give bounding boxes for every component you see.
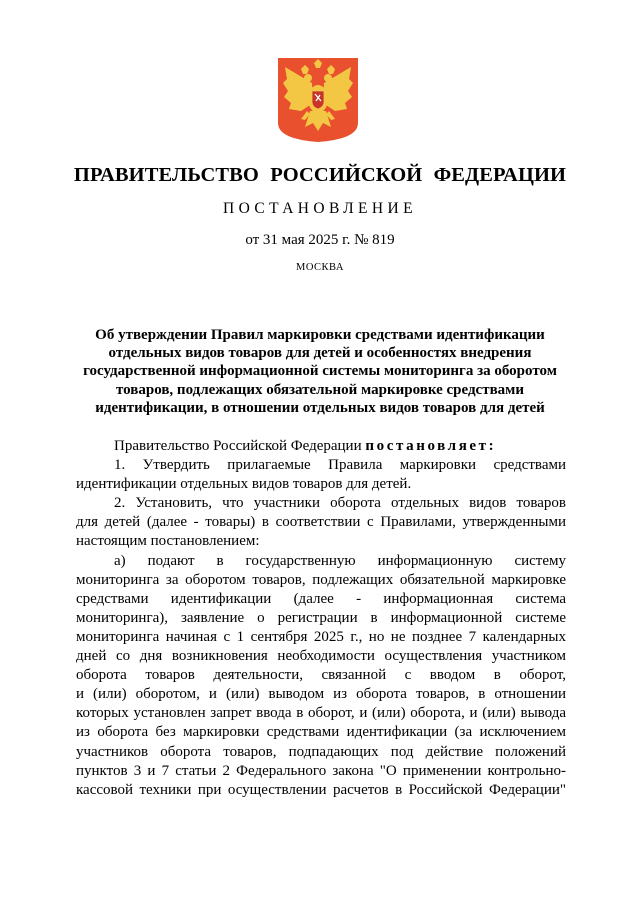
- paragraph-1-line: идентификации отдельных видов товаров для детей.: [76, 476, 412, 493]
- document-type: ПОСТАНОВЛЕНИЕ: [223, 200, 417, 217]
- subparagraph-a-line: и (или) оборотом, и (или) выводом из оборота товаров, в отношении: [76, 686, 566, 703]
- subparagraph-a-line: пунктов 3 и 7 статьи 2 Федерального закона "О применении контрольно-: [76, 762, 566, 779]
- subparagraph-a-line: средствами идентификации (далее - информационная система: [76, 590, 566, 607]
- document-date-number: от 31 мая 2025 г. № 819: [245, 232, 395, 248]
- preamble-text: Правительство Российской Федерации: [114, 438, 366, 454]
- heading-line: государственной информационной системы мониторинга за оборотом: [83, 363, 557, 380]
- paragraph-2-line: 2. Установить, что участники оборота отдельных видов товаров: [114, 495, 566, 512]
- government-title: ПРАВИТЕЛЬСТВО РОССИЙСКОЙ ФЕДЕРАЦИИ: [73, 164, 567, 186]
- heading-line: товаров, подлежащих обязательной маркировке средствами: [115, 381, 525, 398]
- subparagraph-a-line: мониторинга за оборотом товаров, подлежащих обязательной маркировке: [76, 571, 566, 588]
- subparagraph-a-line: участников оборота товаров, подпадающих под действие положений: [76, 743, 566, 760]
- subparagraph-a-line: из оборота без маркировки средствами идентификации (за исключением: [76, 724, 566, 741]
- heading-line: идентификации, в отношении отдельных видов товаров для детей: [95, 399, 545, 416]
- heading-line: Об утверждении Правил маркировки средствами идентификации: [95, 327, 545, 343]
- preamble: [76, 437, 566, 456]
- subparagraph-a-line: мониторинга начиная с 1 сентября 2025 г., но не позднее 7 календарных: [76, 628, 566, 645]
- document-body: [76, 437, 566, 800]
- heading-line: отдельных видов товаров для детей и особенностях внедрения: [108, 345, 532, 362]
- subparagraph-a-line: а) подают в государственную информационную систему: [114, 552, 566, 569]
- subparagraph-a-line: оборота товаров деятельности, связанной с вводом в оборот,: [76, 667, 566, 684]
- subparagraph-a-line: которых установлен запрет ввода в оборот, и (или) оборота, и (или) вывода: [76, 705, 566, 722]
- subparagraph-a-line: дней со дня возникновения необходимости осуществления участником: [76, 648, 566, 665]
- document-heading: [80, 326, 560, 417]
- paragraph-2-line: для детей (далее - товары) в соответствии с Правилами, утвержденными: [76, 514, 566, 531]
- paragraph-2-line: настоящим постановлением:: [76, 533, 260, 550]
- coat-of-arms-emblem: [277, 57, 359, 143]
- preamble-emphasis: постановляет:: [365, 438, 497, 454]
- document-city: МОСКВА: [296, 262, 344, 273]
- subparagraph-a-line: кассовой техники при осуществлении расчетов в Российской Федерации": [76, 781, 566, 798]
- subparagraph-a-line: мониторинга), заявление о регистрации в информационной системе: [76, 609, 566, 626]
- paragraph-1-line: 1. Утвердить прилагаемые Правила маркировки средствами: [114, 457, 566, 474]
